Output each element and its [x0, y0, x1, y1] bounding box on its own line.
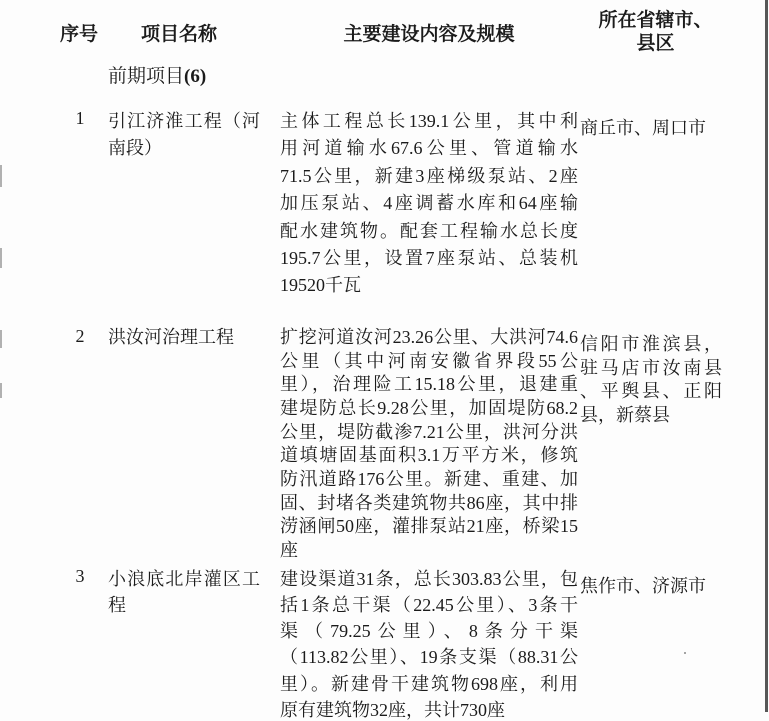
construction-content-cell: 主体工程总长139.1公里，其中利 用河道输水67.6公里、管道输水 71.5公里，新建3座梯级泵站、2座 加压泵站、4座调蓄水库和64座输 配水建筑物。配套工程输水总长度 195.7公里，设置7座泵站、总装机 19520千瓦: [280, 111, 578, 296]
scan-artifact: [0, 248, 2, 268]
row-number-cell: 1: [75, 108, 85, 128]
header-cell-construction-content: 主要建设内容及规模: [343, 23, 515, 45]
row-number-cell: 2: [75, 325, 85, 346]
table-row: [0, 566, 769, 721]
header-cell-no: 序号: [59, 23, 98, 45]
project-name-cell: 小浪底北岸灌区工 程: [108, 568, 260, 616]
header-cell-project-name: 项目名称: [140, 23, 217, 45]
scan-artifact: [0, 383, 2, 398]
scan-speck: [684, 652, 686, 654]
location-cell: 商丘市、周口市: [580, 118, 706, 138]
location-cell: 信阳市淮滨县， 驻马店市汝南县 、平舆县、正阳 县，新蔡县: [580, 333, 722, 425]
section-count: (6): [184, 66, 207, 87]
row-number-cell: 3: [75, 565, 85, 586]
section-label-text: 前期项目: [108, 66, 185, 87]
scan-artifact: [0, 330, 2, 348]
table-row: [0, 108, 769, 300]
scan-border-line: [765, 0, 768, 712]
header-cell-location: 所在省辖市、 县区: [598, 10, 713, 54]
scan-artifact: [0, 165, 2, 187]
project-name-cell: 洪汝河治理工程: [108, 326, 234, 347]
construction-content-cell: 扩挖河道汝河23.26公里、大洪河74.6 公里（其中河南安徽省界段55公 里），治理险工15.18公里，退建重 建堤防总长9.28公里，加固堤防68.2 公里，堤防截渗7.21公里，洪河分洪 道填塘固基面积3.1万平方米，修筑 防汛道路176公里。新建、重建、加 固、封堵各类建筑物共86座，其中排 涝涵闸50座，灌排泵站21座，桥梁15 座: [280, 326, 578, 561]
construction-content-cell: 建设渠道31条，总长303.83公里，包 括1条总干渠（22.45公里）、3条干 渠（79.25公里）、8条分干渠 （113.82公里）、19条支渠（88.31公 里）。新建骨干建筑物698座，利用 原有建筑物32座，共计730座: [280, 568, 578, 720]
section-label: [0, 66, 769, 88]
table-header-row: [0, 8, 769, 56]
table-row: [0, 326, 769, 563]
location-cell: 焦作市、济源市: [580, 575, 706, 596]
table-body: [0, 108, 769, 721]
project-name-cell: 引江济淮工程（河 南段）: [108, 111, 260, 159]
